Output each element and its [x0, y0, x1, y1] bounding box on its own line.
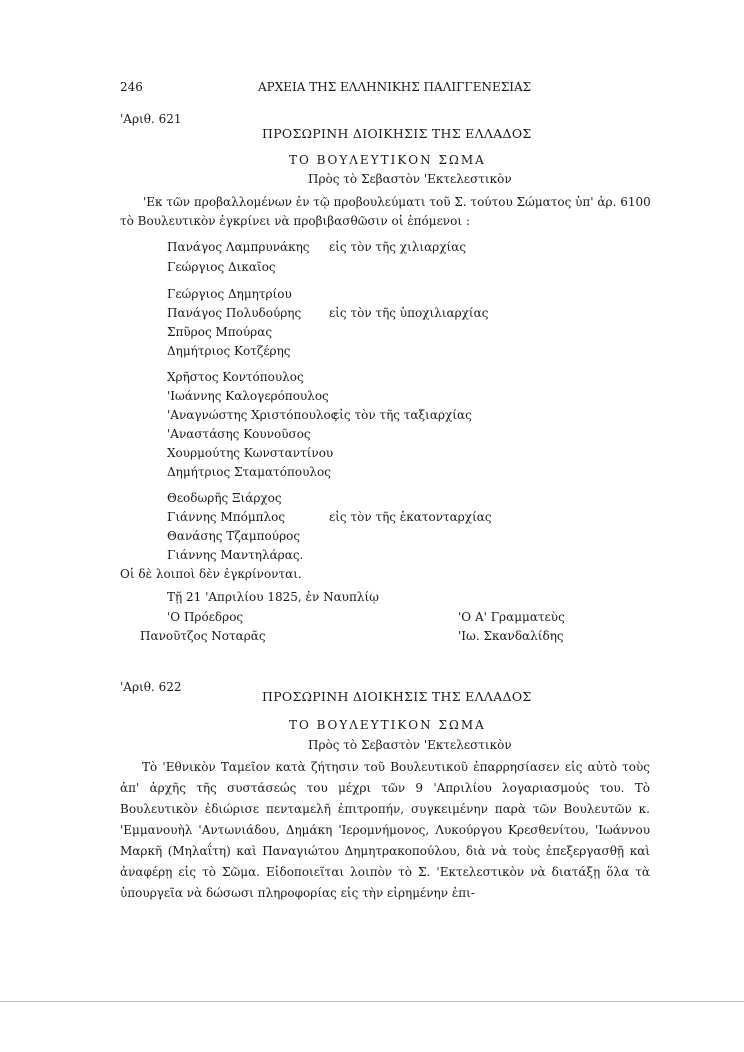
name-5: Σπῦρος Μπούρας	[167, 325, 273, 339]
rank-3: εἰς τὸν τῆς ταξιαρχίας	[333, 408, 472, 422]
name-2: Γεώργιος Δικαῖος	[167, 260, 276, 274]
name-13: Θεοδωρῆς Ξιάρχος	[167, 491, 282, 505]
doc621-body-title: ΤΟ ΒΟΥΛΕΥΤΙΚΟΝ ΣΩΜΑ	[289, 153, 486, 167]
doc621-number: 'Αριθ. 621	[120, 112, 182, 126]
name-15: Θανάσης Τζαμπούρος	[167, 529, 301, 543]
doc621-addressee: Πρὸς τὸ Σεβαστὸν 'Εκτελεστικὸν	[308, 172, 512, 186]
doc622-heading: ΠΡΟΣΩΡΙΝΗ ΔΙΟΙΚΗΣΙΣ ΤΗΣ ΕΛΛΑΔΟΣ	[262, 689, 532, 704]
secretary-name: 'Ιω. Σκανδαλίδης	[458, 629, 564, 643]
rank-2: εἰς τὸν τῆς ὑποχιλιαρχίας	[329, 306, 489, 320]
page-number: 246	[120, 80, 143, 94]
name-10: 'Αναστάσης Κουνοῦσος	[167, 427, 311, 441]
page-bottom-rule	[0, 1001, 744, 1002]
doc622-number: 'Αριθ. 622	[120, 680, 182, 694]
president-name: Πανοῦτζος Νοταρᾶς	[140, 629, 266, 643]
name-9: 'Αναγνώστης Χριστόπουλος	[167, 408, 338, 422]
doc621-closing: Οἱ δὲ λοιποὶ δὲν ἐγκρίνονται.	[120, 567, 302, 581]
doc621-heading: ΠΡΟΣΩΡΙΝΗ ΔΙΟΙΚΗΣΙΣ ΤΗΣ ΕΛΛΑΔΟΣ	[262, 126, 532, 141]
rank-1: εἰς τὸν τῆς χιλιαρχίας	[329, 240, 467, 254]
name-11: Χουρμούτης Κωνσταντίνου	[167, 446, 334, 460]
running-head: ΑΡΧΕΙΑ ΤΗΣ ΕΛΛΗΝΙΚΗΣ ΠΑΛΙΓΓΕΝΕΣΙΑΣ	[258, 80, 532, 94]
rank-4: εἰς τὸν τῆς ἑκατονταρχίας	[329, 510, 492, 524]
doc621-intro-line2: τὸ Βουλευτικὸν ἐγκρίνει νὰ προβιβασθῶσιν οἱ ἑπόμενοι :	[120, 214, 470, 228]
name-1: Πανάγος Λαμπρυνάκης	[167, 240, 310, 254]
doc621-intro-line1: 'Εκ τῶν προβαλλομένων ἐν τῷ προβουλεύματι τοῦ Σ. τούτου Σώματος ὑπ' ἀρ. 6100	[143, 195, 651, 209]
doc622-addressee: Πρὸς τὸ Σεβαστὸν 'Εκτελεστικὸν	[308, 738, 512, 752]
name-4: Πανάγος Πολυδούρης	[167, 306, 302, 320]
name-3: Γεώργιος Δημητρίου	[167, 287, 292, 301]
name-16: Γιάννης Μαντηλάρας.	[167, 548, 304, 562]
name-8: 'Ιωάννης Καλογερόπουλος	[167, 389, 329, 403]
name-7: Χρῆστος Κοντόπουλος	[167, 370, 304, 384]
doc621-date: Τῇ 21 'Απριλίου 1825, ἐν Ναυπλίῳ	[167, 590, 379, 604]
name-6: Δημήτριος Κοτζέρης	[167, 344, 291, 358]
secretary-title: 'Ο Α' Γραμματεὺς	[458, 610, 565, 624]
name-14: Γιάννης Μπόμπλος	[167, 510, 286, 524]
president-title: 'Ο Πρόεδρος	[167, 610, 244, 624]
name-12: Δημήτριος Σταματόπουλος	[167, 465, 331, 479]
doc622-paragraph: Τὸ 'Εθνικὸν Ταμεῖον κατὰ ζήτησιν τοῦ Βουλευτικοῦ ἐπαρρησίασεν εἰς αὐτὸ τοὺς ἀπ' ἀρχῆς τῆς συστάσεώς του μέχρι τῶν 9 'Απριλίου λογαριασμούς του. Τὸ Βουλευτικὸν ἐδιώρισε πενταμελῆ ἐπιτροπήν, συγκειμένην παρὰ τῶν Βουλευτῶν κ. 'Εμμανουὴλ 'Αντωνιάδου, Δημάκη 'Ιερομνήμονος, Λυκούργου Κρεσθενίτου, 'Ιωάννου Μαρκῆ (Μηλαΐτη) καὶ Παναγιώτου Δημητρακοπούλου, διὰ νὰ τοὺς ἐπεξεργασθῇ καὶ ἀναφέρῃ εἰς τὸ Σῶμα. Εἰδοποιεῖται λοιπὸν τὸ Σ. 'Εκτελεστικὸν νὰ διατάξῃ ὅλα τὰ ὑπουργεῖα νὰ δώσωσι πληροφορίας εἰς τὴν εἰρημένην ἐπι-	[120, 760, 650, 900]
doc622-body-title: ΤΟ ΒΟΥΛΕΥΤΙΚΟΝ ΣΩΜΑ	[289, 718, 486, 732]
